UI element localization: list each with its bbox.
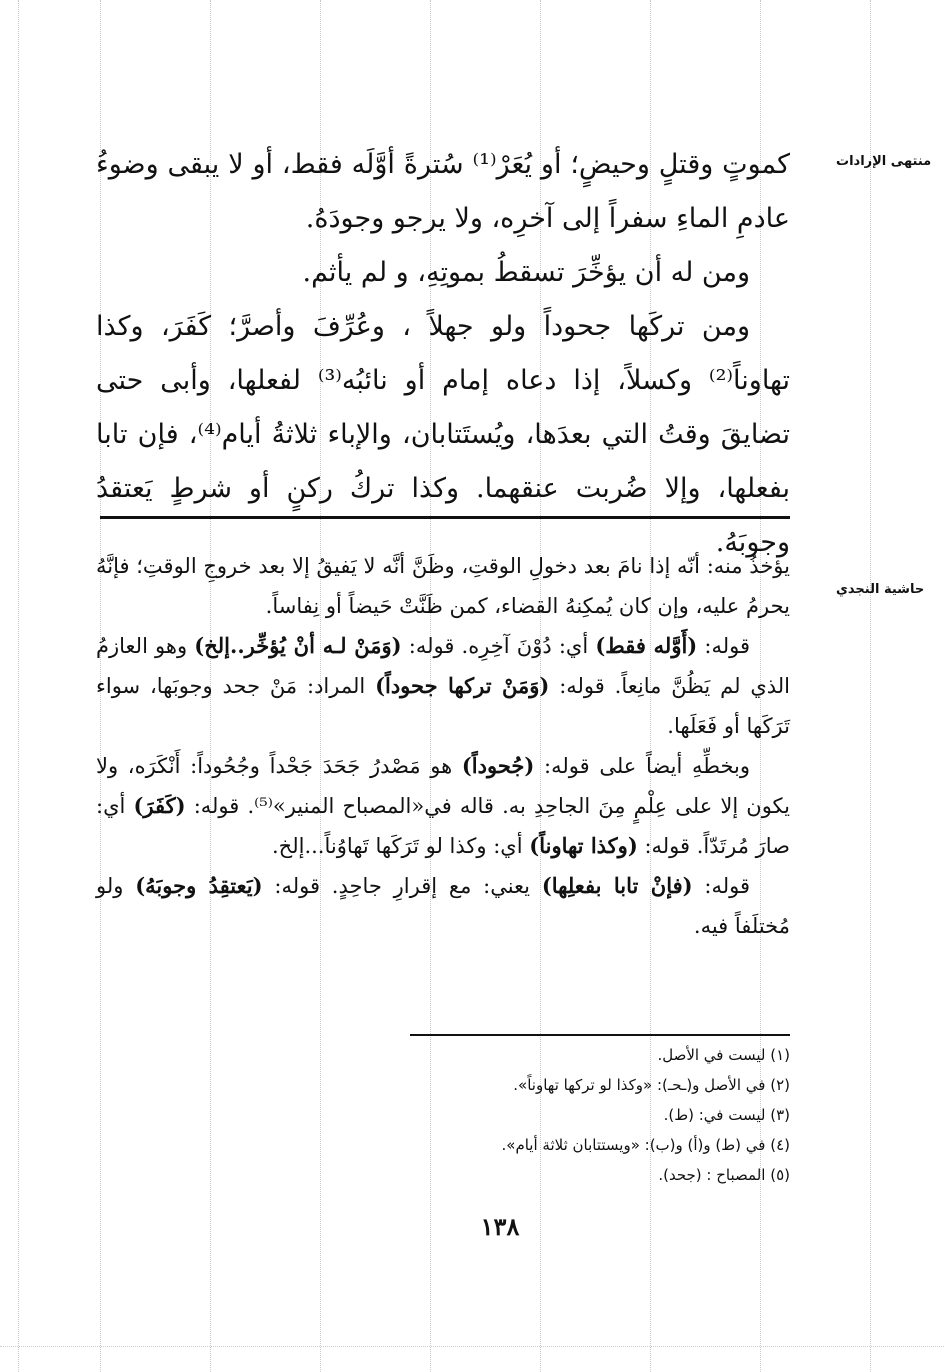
commentary-paragraph xyxy=(96,626,790,746)
footnotes xyxy=(300,1040,790,1190)
main-text-paragraph: ومن تركَها جحوداً ولو جهلاً ، وعُرِّفَ وأصرَّ؛ كَفَرَ، وكذا تهاوناً⁽²⁾ وكسلاً، إذا دعاه إمام أو نائبُه⁽³⁾ لفعلها، وأبى حتى تضايقَ وقتُ التي بعدَها، ويُستَتابان، والإباء ثلاثةُ أيام⁽⁴⁾، فإن تابا بفعلها، وإلا ضُربت عنقهما. وكذا تركُ ركنٍ أو شرطٍ يَعتقدُ وجوبَهُ. xyxy=(96,311,791,558)
commentary-text-span: وبخطِّهِ أيضاً على قوله: xyxy=(534,754,751,778)
commentary-text-span: قوله: xyxy=(697,634,751,658)
footnote-item: (٥) المصباح : (جحد). xyxy=(658,1166,790,1184)
commentary-paragraph: يؤخذُ منه: أنّه إذا نامَ بعد دخولِ الوقتِ، وظَنَّ أنَّه لا يَفيقُ إلا بعد خروجِ الوقتِ؛ فإنَّهُ يحرمُ عليه، وإن كان يُمكِنهُ القضاء، كمن ظَنَّتْ حَيضاً أو نِفاساً. xyxy=(96,554,790,618)
guide-line xyxy=(870,0,871,1372)
commentary-text-span: ولو مُختلَفاً فيه. xyxy=(96,874,790,938)
commentary-text-span: وهو العازمُ الذي لم يَظُنَّ مانِعاً. قوله: xyxy=(96,634,791,698)
commentary-text-span: هو مَصْدرُ جَحَدَ جَحْداً وجُحُوداً: أَنْكَرَه، ولا يكون إلا على عِلْمٍ مِنَ الجاحِدِ به. قاله في«المصباح المنير»⁽⁵⁾. قوله: xyxy=(96,754,790,818)
main-text-paragraph: كموتٍ وقتلٍ وحيضٍ؛ أو يُعَرْ⁽¹⁾ سُترةً أوَّلَه فقط، أو لا يبقى وضوءُ عادمِ الماءِ سفراً إلى آخرِه، ولا يرجو وجودَهُ. xyxy=(96,149,790,234)
hashiya-side-label: حاشية النجدي xyxy=(836,582,925,597)
commentary-paragraph xyxy=(96,866,790,946)
main-text-separator xyxy=(100,516,790,519)
commentary-quote: (فإنْ تابا بفعلِها) xyxy=(541,873,693,898)
commentary-quote: (جُحوداً) xyxy=(461,753,535,778)
footnote-item: (١) ليست في الأصل. xyxy=(657,1046,790,1064)
footnote-item: (٢) في الأصل و(ـحـ): «وكذا لو تركها تهاوناً». xyxy=(513,1076,790,1094)
commentary-quote: (أَوَّله فقط) xyxy=(595,633,698,658)
commentary-text xyxy=(96,546,790,946)
commentary-quote: (وكذا تهاوناً) xyxy=(529,833,638,858)
commentary-text-span: قوله: xyxy=(692,874,751,898)
commentary-quote: (وَمَنْ لـه أنْ يُؤخِّر..إلخ) xyxy=(194,633,402,658)
commentary-text-span: أي: وكذا لو تَرَكَها تَهاوُناً...إلخ. xyxy=(271,834,530,858)
commentary-quote: (يَعتقِدُ وجوبَهُ) xyxy=(135,873,263,898)
guide-line xyxy=(0,1346,944,1347)
commentary-text-span: يعني: مع إقرارِ جاحِدٍ. قوله: xyxy=(262,874,542,898)
footnote-separator xyxy=(410,1034,790,1036)
footnote-item: (٣) ليست في: (ط). xyxy=(663,1106,790,1124)
commentary-text-span: أي: صارَ مُرتَدّاً. قوله: xyxy=(96,794,790,858)
matn-side-label: منتهى الإرادات xyxy=(836,154,932,169)
commentary-paragraph xyxy=(96,746,790,866)
main-text-paragraph: ومن له أن يؤخِّرَ تسقطُ بموتِهِ، و لم يأثم. xyxy=(302,257,750,288)
commentary-text-span: أي: دُوْنَ آخِرِه. قوله: xyxy=(401,634,596,658)
guide-line xyxy=(18,0,19,1372)
page-number: ١٣٨ xyxy=(480,1212,520,1241)
commentary-text-span: المراد: مَنْ جحد وجوبَها، سواء تَرَكَها أو فَعَلَها. xyxy=(96,674,790,738)
commentary-quote: (كَفَرَ) xyxy=(133,793,186,818)
footnote-item: (٤) في (ط) و(أ) و(ب): «ويستتابان ثلاثة أيام». xyxy=(501,1136,790,1154)
main-text xyxy=(96,138,790,570)
commentary-quote: (وَمَنْ تركها جحوداً) xyxy=(375,673,550,698)
